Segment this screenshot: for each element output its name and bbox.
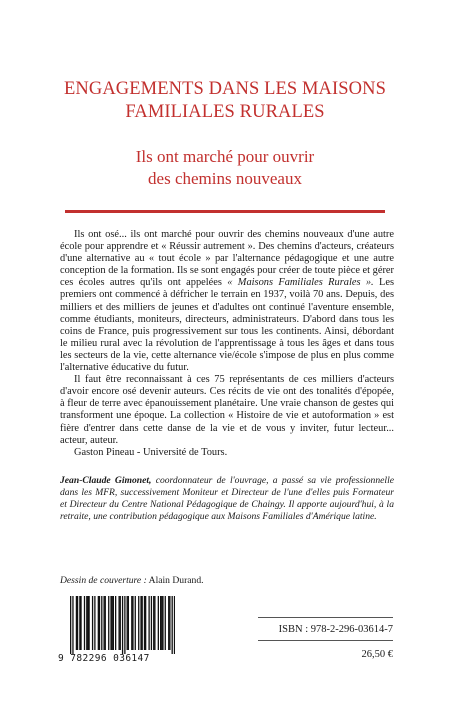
- book-subtitle: [0, 146, 450, 190]
- divider-rule: [65, 210, 385, 213]
- title-line: ENGAGEMENTS DANS LES MAISONS: [64, 79, 386, 99]
- paragraph: [60, 229, 394, 374]
- barcode-icon: [70, 596, 175, 654]
- price-rule: [258, 640, 393, 641]
- isbn-rule: [258, 617, 393, 618]
- price: 26,50 €: [361, 649, 393, 660]
- book-title: [0, 78, 450, 124]
- subtitle-line: des chemins nouveaux: [148, 169, 302, 188]
- cover-credit: [60, 575, 204, 587]
- author-bio-text: coordonnateur de l'ouvrage, a passé sa vie professionnelle dans les MFR, successivement Moniteur et Directeur de l'une d'elles puis Formateur et Directeur du Centre National Pédagogique de Chaingy. Il apporte aujourd'hui, à la retraite, une contribution pédagogique aux Maisons Familiales d'Amérique latine.: [60, 475, 394, 522]
- barcode-digits: 9 782296 036147: [58, 653, 150, 664]
- back-cover-text: [60, 229, 394, 459]
- cover-credit-label: Dessin de couverture :: [60, 575, 147, 586]
- author-name: Jean-Claude Gimonet,: [60, 475, 152, 486]
- barcode: [58, 596, 178, 668]
- paragraph-text: Ils ont osé... ils ont marché pour ouvrir des chemins nouveaux d'une autre école pour apprendre et « Réussir autrement ». Des chemins d'acteurs, créateurs d'une alternative au « tout école » par l'alternance pédagogique et une autre conception de la formation. Ils se sont engagés pour créer de toute pièce et gérer ces écoles autres qu'ils ont appelées: [60, 229, 394, 289]
- emphasis-text: « Maisons Familiales Rurales ».: [227, 277, 374, 289]
- paragraph: Il faut être reconnaissant à ces 75 représentants de ces milliers d'acteurs d'avoir encore osé devenir auteurs. Ces récits de vie ont des tonalités d'épopée, à fleur de terre avec épanouissement planétaire. Une vraie chanson de gestes qui transforment une époque. La collection « Histoire de vie et autoformation » est fière d'entrer dans cette danse de la vie et de vous y inviter, futur lecteur... acteur, auteur.: [60, 374, 394, 446]
- isbn: ISBN : 978-2-296-03614-7: [278, 624, 393, 635]
- title-line: FAMILIALES RURALES: [125, 102, 325, 122]
- subtitle-line: Ils ont marché pour ouvrir: [135, 147, 315, 166]
- paragraph-text: Les premiers ont commencé à défricher le terrain en 1937, voilà 70 ans. Depuis, des milliers et des milliers de jeunes et d'adultes ont continué l'aventure ensemble, comme étudiants, moniteurs, directeurs, administrateurs. D'abord dans tous les coins de France, puis progressivement sur tous les continents. Ainsi, débordant le milieu rural avec la révolution de l'apprentissage à tous les âges et dans tous les secteurs de la vie, cette alternance vie/école s'impose de plus en plus comme l'alternative éducative du futur.: [60, 277, 394, 374]
- signature: Gaston Pineau - Université de Tours.: [74, 446, 228, 458]
- cover-credit-name: Alain Durand.: [146, 575, 204, 586]
- author-bio: [60, 475, 394, 523]
